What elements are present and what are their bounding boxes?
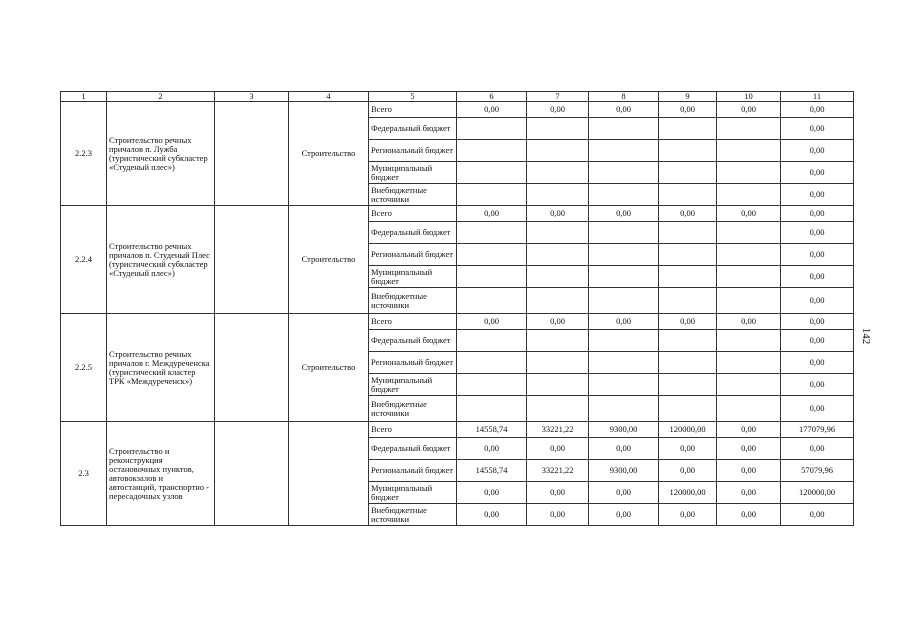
amount-cell: 0,00 (527, 438, 589, 460)
amount-cell: 0,00 (659, 460, 717, 482)
amount-cell (589, 396, 659, 422)
amount-cell (457, 288, 527, 314)
amount-cell: 0,00 (589, 482, 659, 504)
amount-cell: 0,00 (781, 140, 854, 162)
funding-source: Внебюджетные источники (369, 504, 457, 526)
amount-cell: 120000,00 (659, 422, 717, 438)
amount-cell: 0,00 (717, 314, 781, 330)
amount-cell: 0,00 (781, 118, 854, 140)
amount-cell (527, 266, 589, 288)
amount-cell: 0,00 (717, 460, 781, 482)
amount-cell: 0,00 (781, 504, 854, 526)
activity-type: Строительство (289, 314, 369, 422)
funding-source: Муниципальный бюджет (369, 482, 457, 504)
header-cell: 9 (659, 92, 717, 102)
table-row (61, 102, 854, 118)
amount-cell: 0,00 (589, 102, 659, 118)
amount-cell: 57079,96 (781, 460, 854, 482)
amount-cell: 0,00 (781, 352, 854, 374)
funding-source: Внебюджетные источники (369, 288, 457, 314)
amount-cell: 0,00 (589, 314, 659, 330)
page-number: 142 (860, 327, 872, 345)
item-code: 2.2.5 (61, 314, 107, 422)
amount-cell (527, 288, 589, 314)
amount-cell: 0,00 (457, 314, 527, 330)
amount-cell: 0,00 (781, 266, 854, 288)
activity-type: Строительство (289, 102, 369, 206)
amount-cell: 0,00 (527, 482, 589, 504)
funding-source: Муниципальный бюджет (369, 266, 457, 288)
item-name: Строительство речных причалов п. Лужба (туристический субкластер «Студеный плес») (107, 102, 215, 206)
header-row (61, 92, 854, 102)
amount-cell: 0,00 (659, 102, 717, 118)
amount-cell: 0,00 (781, 288, 854, 314)
amount-cell: 0,00 (527, 102, 589, 118)
funding-source: Внебюджетные источники (369, 184, 457, 206)
amount-cell (589, 184, 659, 206)
table-row (61, 206, 854, 222)
funding-source: Федеральный бюджет (369, 222, 457, 244)
amount-cell (717, 244, 781, 266)
amount-cell (717, 374, 781, 396)
item-code: 2.2.3 (61, 102, 107, 206)
amount-cell (527, 352, 589, 374)
amount-cell (717, 352, 781, 374)
header-cell: 4 (289, 92, 369, 102)
amount-cell (717, 162, 781, 184)
amount-cell (589, 162, 659, 184)
amount-cell (457, 118, 527, 140)
amount-cell: 0,00 (781, 206, 854, 222)
activity-type (289, 422, 369, 526)
amount-cell: 120000,00 (781, 482, 854, 504)
header-cell: 2 (107, 92, 215, 102)
amount-cell (589, 288, 659, 314)
amount-cell (659, 140, 717, 162)
amount-cell (457, 374, 527, 396)
amount-cell (457, 222, 527, 244)
amount-cell: 0,00 (527, 314, 589, 330)
amount-cell: 0,00 (717, 504, 781, 526)
funding-source: Региональный бюджет (369, 244, 457, 266)
amount-cell: 0,00 (717, 206, 781, 222)
amount-cell: 0,00 (781, 184, 854, 206)
funding-source: Всего (369, 102, 457, 118)
funding-source: Региональный бюджет (369, 140, 457, 162)
funding-source: Муниципальный бюджет (369, 162, 457, 184)
column-3-cell (215, 422, 289, 526)
amount-cell: 0,00 (457, 102, 527, 118)
amount-cell: 0,00 (659, 504, 717, 526)
header-cell: 7 (527, 92, 589, 102)
amount-cell (457, 266, 527, 288)
amount-cell (589, 140, 659, 162)
amount-cell (527, 118, 589, 140)
amount-cell: 14558,74 (457, 422, 527, 438)
amount-cell (457, 352, 527, 374)
amount-cell: 0,00 (659, 206, 717, 222)
item-name: Строительство речных причалов г. Междуреченска (туристический кластер ТРК «Междуреченск») (107, 314, 215, 422)
amount-cell (717, 140, 781, 162)
funding-source: Федеральный бюджет (369, 438, 457, 460)
amount-cell (659, 118, 717, 140)
header-cell: 8 (589, 92, 659, 102)
funding-source: Муниципальный бюджет (369, 374, 457, 396)
amount-cell (527, 396, 589, 422)
activity-type: Строительство (289, 206, 369, 314)
amount-cell (659, 244, 717, 266)
table-row (61, 314, 854, 330)
amount-cell (659, 184, 717, 206)
funding-source: Всего (369, 206, 457, 222)
amount-cell (527, 374, 589, 396)
amount-cell: 0,00 (781, 396, 854, 422)
funding-source: Федеральный бюджет (369, 330, 457, 352)
funding-source: Внебюджетные источники (369, 396, 457, 422)
header-cell: 5 (369, 92, 457, 102)
funding-source: Региональный бюджет (369, 460, 457, 482)
amount-cell (659, 352, 717, 374)
amount-cell: 0,00 (457, 438, 527, 460)
amount-cell (659, 374, 717, 396)
amount-cell (717, 118, 781, 140)
amount-cell (589, 244, 659, 266)
amount-cell (717, 396, 781, 422)
header-cell: 6 (457, 92, 527, 102)
amount-cell (717, 184, 781, 206)
amount-cell (717, 330, 781, 352)
funding-source: Всего (369, 314, 457, 330)
amount-cell: 9300,00 (589, 460, 659, 482)
amount-cell (589, 352, 659, 374)
amount-cell (457, 140, 527, 162)
amount-cell (717, 266, 781, 288)
amount-cell: 0,00 (457, 206, 527, 222)
amount-cell: 33221,22 (527, 460, 589, 482)
amount-cell: 0,00 (589, 438, 659, 460)
amount-cell: 0,00 (781, 314, 854, 330)
header-cell: 10 (717, 92, 781, 102)
amount-cell: 0,00 (781, 244, 854, 266)
amount-cell (527, 222, 589, 244)
amount-cell: 0,00 (717, 438, 781, 460)
item-name: Строительство речных причалов п. Студеный Плес (туристический субкластер «Студеный плес») (107, 206, 215, 314)
amount-cell (589, 266, 659, 288)
amount-cell (589, 374, 659, 396)
amount-cell (659, 162, 717, 184)
table-row (61, 422, 854, 438)
amount-cell: 0,00 (659, 314, 717, 330)
amount-cell (659, 330, 717, 352)
amount-cell: 0,00 (781, 374, 854, 396)
budget-table (60, 91, 854, 526)
table-body (61, 92, 854, 526)
amount-cell: 0,00 (781, 162, 854, 184)
funding-source: Федеральный бюджет (369, 118, 457, 140)
amount-cell (589, 330, 659, 352)
amount-cell: 0,00 (457, 482, 527, 504)
amount-cell (659, 288, 717, 314)
amount-cell: 0,00 (781, 438, 854, 460)
amount-cell (717, 288, 781, 314)
amount-cell: 0,00 (589, 504, 659, 526)
column-3-cell (215, 314, 289, 422)
header-cell: 11 (781, 92, 854, 102)
amount-cell (659, 396, 717, 422)
item-code: 2.2.4 (61, 206, 107, 314)
funding-source: Региональный бюджет (369, 352, 457, 374)
amount-cell: 14558,74 (457, 460, 527, 482)
amount-cell: 0,00 (659, 438, 717, 460)
amount-cell (589, 118, 659, 140)
amount-cell (717, 222, 781, 244)
amount-cell: 0,00 (457, 504, 527, 526)
amount-cell: 0,00 (781, 330, 854, 352)
amount-cell (457, 244, 527, 266)
funding-source: Всего (369, 422, 457, 438)
amount-cell (527, 140, 589, 162)
amount-cell (589, 222, 659, 244)
amount-cell: 120000,00 (659, 482, 717, 504)
amount-cell (457, 162, 527, 184)
column-3-cell (215, 102, 289, 206)
amount-cell (527, 330, 589, 352)
column-3-cell (215, 206, 289, 314)
amount-cell: 0,00 (527, 206, 589, 222)
amount-cell (457, 184, 527, 206)
amount-cell (457, 396, 527, 422)
amount-cell (659, 266, 717, 288)
amount-cell (527, 244, 589, 266)
amount-cell: 0,00 (781, 102, 854, 118)
amount-cell (527, 162, 589, 184)
amount-cell: 0,00 (589, 206, 659, 222)
amount-cell: 0,00 (781, 222, 854, 244)
header-cell: 3 (215, 92, 289, 102)
amount-cell: 0,00 (717, 422, 781, 438)
amount-cell: 0,00 (717, 482, 781, 504)
amount-cell (527, 184, 589, 206)
item-name: Строительство и реконструкция остановочных пунктов, автовокзалов и автостанций, транспортно - пересадочных узлов (107, 422, 215, 526)
amount-cell (659, 222, 717, 244)
amount-cell (457, 330, 527, 352)
amount-cell: 0,00 (527, 504, 589, 526)
amount-cell: 177079,96 (781, 422, 854, 438)
item-code: 2.3 (61, 422, 107, 526)
amount-cell: 9300,00 (589, 422, 659, 438)
header-cell: 1 (61, 92, 107, 102)
amount-cell: 0,00 (717, 102, 781, 118)
amount-cell: 33221,22 (527, 422, 589, 438)
